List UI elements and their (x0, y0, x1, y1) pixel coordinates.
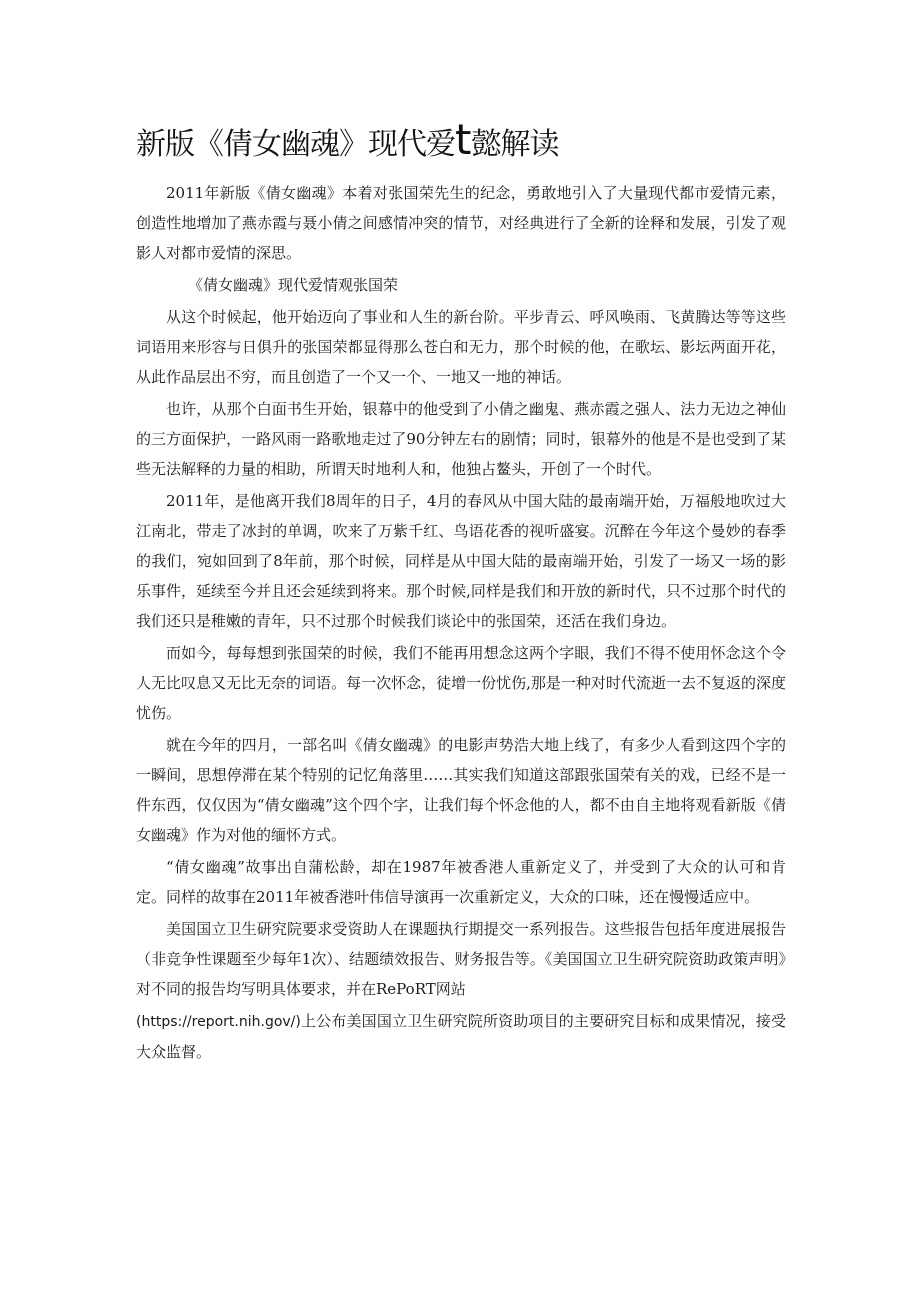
document-title (136, 115, 836, 167)
title-suffix: 懿解读 (471, 127, 559, 162)
paragraph-nostalgia: 而如今，每每想到张国荣的时候，我们不能再用想念这两个字眼，我们不得不使用怀念这个令人无比叹息又无比无奈的词语。每一次怀念，徒增一份忧伤,那是一种对时代流逝一去不复返的深度忧伤。 (136, 644, 786, 722)
paragraph-scholar: 也许，从那个白面书生开始，银幕中的他受到了小倩之幽鬼、燕赤霞之强人、法力无边之神仙的三方面保护，一路风雨一路歌地走过了90分钟左右的剧情；同时，银幕外的他是不是也受到了某些无法解释的力量的相助，所谓天时地利人和，他独占鳌头，开创了一个时代。 (136, 400, 786, 478)
paragraph-nih-url (136, 1006, 786, 1067)
title-prefix: 新版《倩女幽魂》现代爱 (136, 127, 455, 162)
document-body (136, 178, 786, 1067)
report-url: (https://report.nih.gov/) (136, 1014, 301, 1030)
paragraph-nih-reports: 美国国立卫生研究院要求受资助人在课题执行期提交一系列报告。这些报告包括年度进展报告（非竞争性课题至少每年1次）、结题绩效报告、财务报告等。《美国国立卫生研究院资助政策声明》对不同的报告均写明具体要求，并在RePoRT网站 (136, 920, 786, 998)
paragraph-anniversary: 2011年，是他离开我们8周年的日子，4月的春风从中国大陆的最南端开始，万福般地吹过大江南北，带走了冰封的单调，吹来了万紫千红、鸟语花香的视听盛宴。沉醉在今年这个曼妙的春季的我们，宛如回到了8年前，那个时候，同样是从中国大陆的最南端开始，引发了一场又一场的影乐事件，延续至今并且还会延续到将来。那个时候,同样是我们和开放的新时代，只不过那个时代的我们还只是稚嫩的青年，只不过那个时候我们谈论中的张国荣，还活在我们身边。 (136, 492, 786, 630)
paragraph-nih-url-tail: 上公布美国国立卫生研究院所资助项目的主要研究目标和成果情况，接受大众监督。 (136, 1012, 786, 1061)
paragraph-story-origin: “倩女幽魂”故事出自蒲松龄，却在1987年被香港人重新定义了，并受到了大众的认可和肯定。同样的故事在2011年被香港叶伟信导演再一次重新定义，大众的口味，还在慢慢适应中。 (136, 858, 786, 906)
title-big-char: t (455, 115, 472, 164)
paragraph-subheading: 《倩女幽魂》现代爱情观张国荣 (188, 276, 399, 294)
paragraph-intro: 2011年新版《倩女幽魂》本着对张国荣先生的纪念，勇敢地引入了大量现代都市爱情元素，创造性地增加了燕赤霞与聂小倩之间感情冲突的情节，对经典进行了全新的诠释和发展，引发了观影人对都市爱情的深思。 (136, 184, 786, 262)
paragraph-career: 从这个时候起，他开始迈向了事业和人生的新台阶。平步青云、呼风唤雨、飞黄腾达等等这些词语用来形容与日俱升的张国荣都显得那么苍白和无力，那个时候的他，在歌坛、影坛两面开花，从此作品层出不穷，而且创造了一个又一个、一地又一地的神话。 (136, 308, 786, 386)
paragraph-april-release: 就在今年的四月，一部名叫《倩女幽魂》的电影声势浩大地上线了，有多少人看到这四个字的一瞬间，思想停滞在某个特别的记忆角落里……其实我们知道这部跟张国荣有关的戏，已经不是一件东西，仅仅因为“倩女幽魂”这个四个字，让我们每个怀念他的人，都不由自主地将观看新版《倩女幽魂》作为对他的缅怀方式。 (136, 736, 786, 844)
